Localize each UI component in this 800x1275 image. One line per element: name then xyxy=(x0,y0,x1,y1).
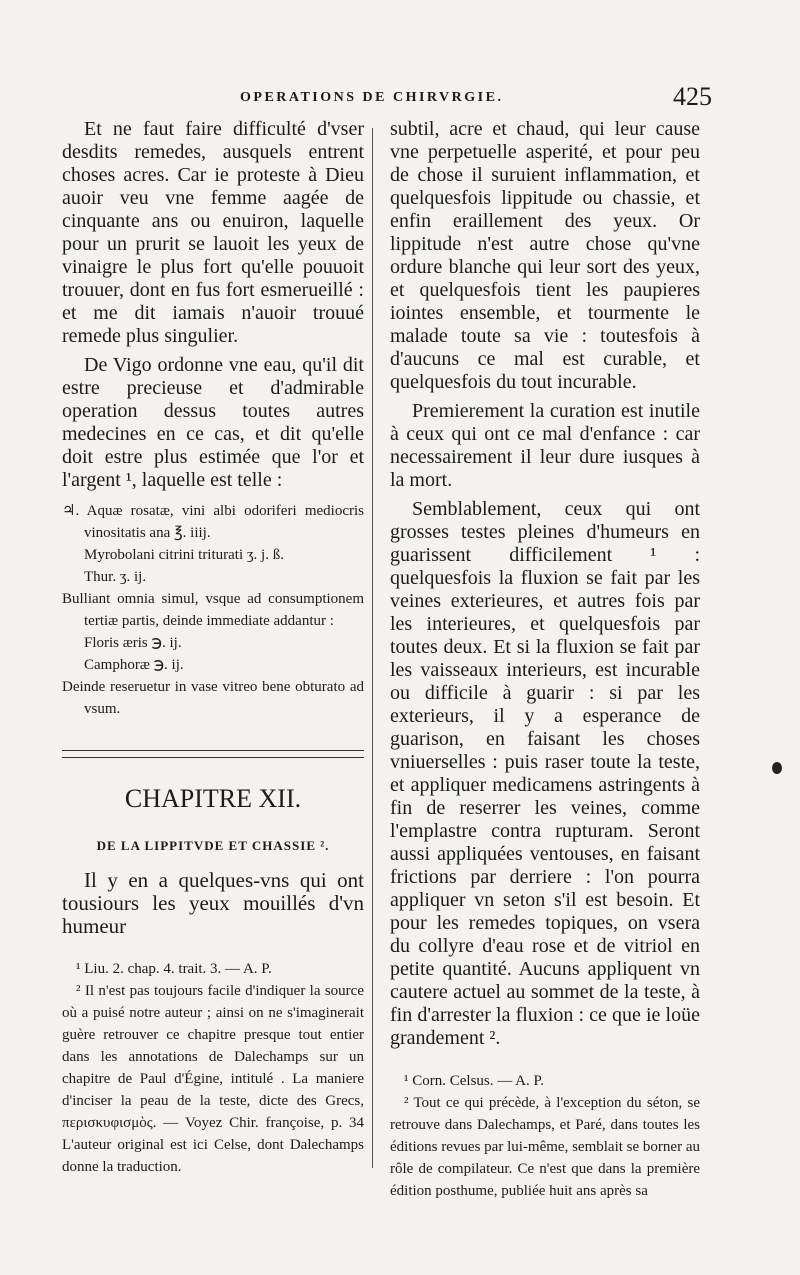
footnote-number: ¹ xyxy=(76,961,81,977)
recipe-line: Deinde reseruetur in vase vitreo bene obturato ad vsum. xyxy=(62,679,364,717)
running-head-title: OPERATIONS DE CHIRVRGIE. xyxy=(240,90,504,105)
column-divider xyxy=(372,128,373,1168)
recipe xyxy=(62,500,364,720)
paragraph: De Vigo ordonne vne eau, qu'il dit estre precieuse et d'admirable operation dessus toutes autres medecines en ce cas, et dit qu'elle doit estre plus estimée que l'or et l'argent ¹, laquelle est telle : xyxy=(62,354,364,491)
paragraph: subtil, acre et chaud, qui leur cause vne perpetuelle asperité, et pour peu de chose il suruient inflammation, et quelquesfois lippitude ou chassie, et enfin eraillement des yeux. Or lippitude n'est autre chose qu'vne ordure blanche qui leur sort des yeux, et quelquesfois tient les paupieres iointes ensemble, et tourmente le malade toute sa vie : toutesfois à d'aucuns ce mal est curable, et quelquesfois du tout incurable. xyxy=(390,118,700,393)
footnote-text: Il n'est pas toujours facile d'indiquer la source où a puisé notre auteur ; ainsi on ne s'imaginerait guère retrouver ce chapitre presque tout entier dans les annotations de Dalechamps sur un chapitre de Paul d'Égine, intitulé . La maniere d'inciser la peau de la teste, dicte des Grecs, περισκυφισμὸς. — Voyez Chir. françoise, p. 34 L'auteur original est ici Celse, dont Dalechamps donne la traduction. xyxy=(62,983,364,1175)
footnote-text: Corn. Celsus. — A. P. xyxy=(412,1073,544,1089)
footnotes xyxy=(390,1070,700,1202)
footnote xyxy=(62,958,364,980)
recipe-line: Floris æris ℈. ij. xyxy=(84,635,182,651)
chapter-lead-paragraph: Il y en a quelques-vns qui ont tousiours les yeux mouillés d'vn humeur xyxy=(62,868,364,938)
recipe-line: Myrobolani citrini triturati ʒ. j. ß. xyxy=(84,547,284,563)
right-column xyxy=(390,118,700,1202)
paragraph: Premierement la curation est inutile à ceux qui ont ce mal d'enfance : car necessairement il leur dure iusques à la mort. xyxy=(390,400,700,491)
chapter-separator xyxy=(62,750,364,758)
footnote-text: Tout ce qui précède, à l'exception du séton, se retrouve dans Dalechamps, et Paré, dans toutes les éditions revues par lui-même, semblait se borner au rôle de compilateur. Ce n'est que dans la première édition posthume, publiée huit ans après sa xyxy=(390,1095,700,1199)
recipe-line: Bulliant omnia simul, vsque ad consumptionem tertiæ partis, deinde immediate addantur : xyxy=(62,591,364,629)
footnote-number: ² xyxy=(76,983,81,999)
page-number: 425 xyxy=(673,82,712,111)
chapter-title: CHAPITRE XII. xyxy=(124,784,302,813)
footnote xyxy=(62,980,364,1178)
footnote xyxy=(390,1092,700,1202)
footnote-text: Liu. 2. chap. 4. trait. 3. — A. P. xyxy=(84,961,272,977)
recipe-line: Thur. ʒ. ij. xyxy=(84,569,147,585)
footnote-number: ² xyxy=(404,1095,409,1111)
running-head xyxy=(60,82,712,112)
chapter-subtitle: DE LA LIPPITVDE ET CHASSIE ². xyxy=(96,838,330,853)
left-column xyxy=(62,118,364,1178)
footnote-number: ¹ xyxy=(404,1073,409,1089)
footnotes xyxy=(62,958,364,1178)
footnote xyxy=(390,1070,700,1092)
recipe-line: Camphoræ ℈. ij. xyxy=(84,657,184,673)
recipe-line: ♃. Aquæ rosatæ, vini albi odoriferi mediocris vinositatis ana ℥. iiij. xyxy=(62,503,364,541)
paragraph: Semblablement, ceux qui ont grosses testes pleines d'humeurs en guarissent difficilement ¹ : quelquesfois la fluxion se fait par les veines exterieures, et autres fois par les interieures, et quelquesfois par toutes deux. Et si la fluxion se fait par les vaisseaux interieurs, est incurable ou difficile à guarir : si par les exterieurs, il y a esperance de guarison, en faisant les choses vniuerselles : puis raser toute la teste, et appliquer medicamens astringents à fin de reserrer les veines, comme l'emplastre contra rupturam. Seront aussi appliquées ventouses, en faisant frictions par derriere : l'on pourra appliquer vn seton s'il est besoin. Et pour les remedes topiques, on vsera du collyre d'eau rose et de vitriol en petite quantité. Aucuns appliquent vn cautere actuel au sommet de la teste, à fin d'arrester la fluxion : ce que ie loüe grandement ². xyxy=(390,498,700,1049)
paragraph: Et ne faut faire difficulté d'vser desdits remedes, ausquels entrent choses acres. Car ie proteste à Dieu auoir veu vne femme aagée de cinquante ans ou enuiron, laquelle pour un prurit se lauoit les yeux de vinaigre le plus fort qu'elle pouuoit trouuer, dont en fus fort esmerueillé : et me dit iamais n'auoir trouué remede plus singulier. xyxy=(62,118,364,347)
ink-spot xyxy=(772,762,782,774)
